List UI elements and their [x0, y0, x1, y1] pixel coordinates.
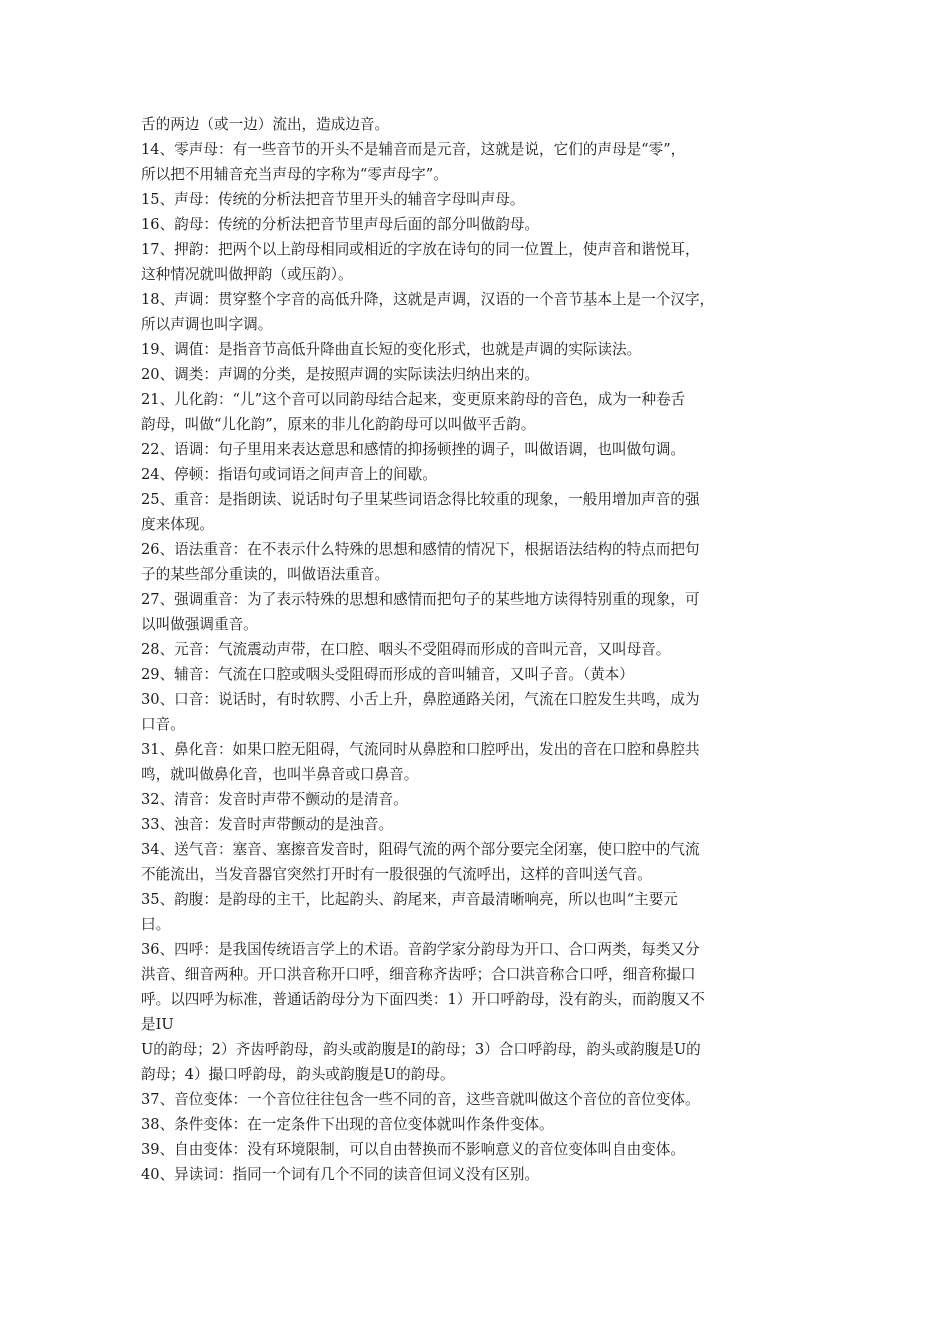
text-line: 36、四呼：是我国传统语言学上的术语。音韵学家分韵母为开口、合口两类，每类又分: [141, 941, 700, 958]
text-line: 24、停顿：指语句或词语之间声音上的间歇。: [141, 466, 437, 483]
text-line: 20、调类：声调的分类，是按照声调的实际读法归纳出来的。: [141, 366, 540, 383]
text-line: 是IU: [141, 1016, 174, 1033]
text-line: 39、自由变体：没有环境限制，可以自由替换而不影响意义的音位变体叫自由变体。: [141, 1141, 685, 1158]
text-line: 舌的两边（或一边）流出，造成边音。: [141, 116, 390, 133]
text-line: 呼。以四呼为标准，普通话韵母分为下面四类：1）开口呼韵母，没有韵头，而韵腹又不: [141, 991, 705, 1008]
text-line: 22、语调：句子里用来表达意思和感情的抑扬顿挫的调子，叫做语调，也叫做句调。: [141, 441, 685, 458]
text-line: U的韵母；2）齐齿呼韵母，韵头或韵腹是I的韵母；3）合口呼韵母，韵头或韵腹是U的: [141, 1041, 701, 1058]
text-line: 以叫做强调重音。: [141, 616, 258, 633]
text-line: 18、声调：贯穿整个字音的高低升降，这就是声调，汉语的一个音节基本上是一个汉字，: [141, 291, 715, 308]
text-line: 37、音位变体：一个音位往往包含一些不同的音，这些音就叫做这个音位的音位变体。: [141, 1091, 700, 1108]
text-line: 17、押韵：把两个以上韵母相同或相近的字放在诗句的同一位置上，使声音和谐悦耳，: [141, 241, 700, 258]
text-line: 韵母；4）撮口呼韵母，韵头或韵腹是U的韵母。: [141, 1066, 455, 1083]
text-line: 不能流出，当发音器官突然打开时有一股很强的气流呼出，这样的音叫送气音。: [141, 866, 652, 883]
text-line: 34、送气音：塞音、塞擦音发音时，阻碍气流的两个部分要完全闭塞，使口腔中的气流: [141, 841, 700, 858]
text-line: 30、口音：说话时，有时软腭、小舌上升，鼻腔通路关闭，气流在口腔发生共鸣，成为: [141, 691, 700, 708]
text-line: 33、浊音：发音时声带颤动的是浊音。: [141, 816, 394, 833]
text-line: 21、儿化韵：“儿”这个音可以同韵母结合起来，变更原来韵母的音色，成为一种卷舌: [141, 391, 686, 408]
text-line: 这种情况就叫做押韵（或压韵）。: [141, 266, 353, 283]
text-line: 口音。: [141, 716, 185, 733]
text-line: 35、韵腹：是韵母的主干，比起韵头、韵尾来，声音最清晰响亮，所以也叫“主要元: [141, 891, 678, 908]
text-line: 所以声调也叫字调。: [141, 316, 273, 333]
text-line: 鸣，就叫做鼻化音，也叫半鼻音或口鼻音。: [141, 766, 419, 783]
text-line: 27、强调重音：为了表示特殊的思想和感情而把句子的某些地方读得特别重的现象，可: [141, 591, 700, 608]
text-line: 14、零声母：有一些音节的开头不是辅音而是元音，这就是说，它们的声母是“零”，: [141, 141, 686, 158]
text-line: 40、异读词：指同一个词有几个不同的读音但词义没有区别。: [141, 1166, 540, 1183]
text-line: 28、元音：气流震动声带，在口腔、咽头不受阻碍而形成的音叫元音，又叫母音。: [141, 641, 671, 658]
text-line: 16、韵母：传统的分析法把音节里声母后面的部分叫做韵母。: [141, 216, 540, 233]
glossary-text-block: [141, 112, 801, 1187]
text-line: 25、重音：是指朗读、说话时句子里某些词语念得比较重的现象，一般用增加声音的强: [141, 491, 700, 508]
text-line: 29、辅音：气流在口腔或咽头受阻碍而形成的音叫辅音，又叫子音。（黄本）: [141, 666, 634, 683]
text-line: 韵母，叫做“儿化韵”，原来的非儿化韵韵母可以叫做平舌韵。: [141, 416, 536, 433]
text-line: 子的某些部分重读的，叫做语法重音。: [141, 566, 390, 583]
text-line: 度来体现。: [141, 516, 214, 533]
text-line: 所以把不用辅音充当声母的字称为“零声母字”。: [141, 166, 448, 183]
text-line: 38、条件变体：在一定条件下出现的音位变体就叫作条件变体。: [141, 1116, 554, 1133]
text-line: 26、语法重音：在不表示什么特殊的思想和感情的情况下，根据语法结构的特点而把句: [141, 541, 700, 558]
text-line: 曰。: [141, 916, 171, 933]
text-line: 洪音、细音两种。开口洪音称开口呼，细音称齐齿呼；合口洪音称合口呼，细音称撮口: [141, 966, 696, 983]
text-line: 19、调值：是指音节高低升降曲直长短的变化形式，也就是声调的实际读法。: [141, 341, 642, 358]
text-line: 32、清音：发音时声带不颤动的是清音。: [141, 791, 408, 808]
text-line: 15、声母：传统的分析法把音节里开头的辅音字母叫声母。: [141, 191, 525, 208]
text-line: 31、鼻化音：如果口腔无阻碍，气流同时从鼻腔和口腔呼出，发出的音在口腔和鼻腔共: [141, 741, 700, 758]
